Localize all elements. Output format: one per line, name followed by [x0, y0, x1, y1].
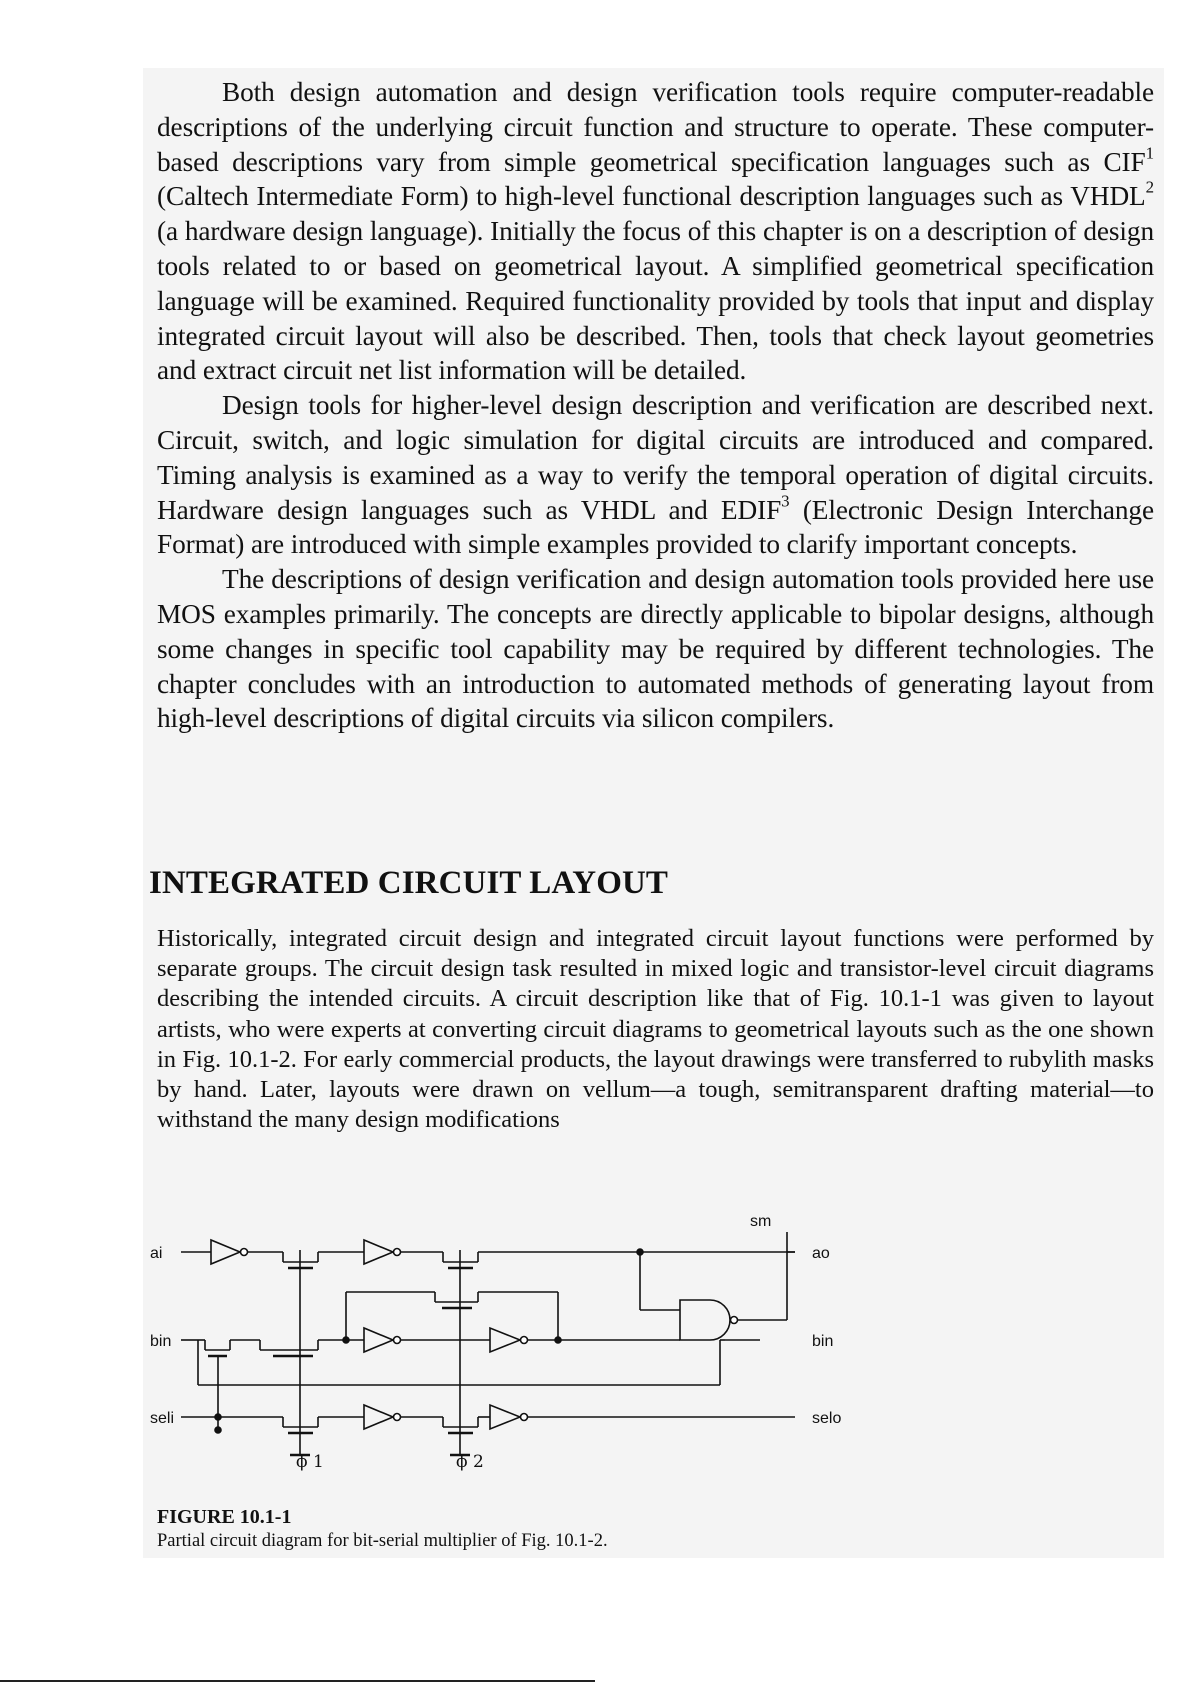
inverter-6	[490, 1405, 520, 1429]
signal-ai: ai	[150, 1245, 163, 1262]
section-paragraph: Historically, integrated circuit design and integrated circuit layout functions were performed by separate groups. The circuit design task resulted in mixed logic and transistor-level circuit diagrams describing the intended circuits. A circuit description like that of Fig. 10.1-1 was given to layout artists, who were experts at converting circuit diagrams to geometrical layouts such as the one shown in Fig. 10.1-2. For early commercial products, the layout drawings were transferred to rubylith masks by hand. Later, layouts were drawn on vellum—a tough, semitransparent drafting material—to withstand the many design modifications	[157, 925, 1154, 1134]
signal-sm: sm	[750, 1213, 772, 1230]
footnote-ref-1[interactable]: 1	[1145, 142, 1154, 162]
inverter-1	[211, 1240, 240, 1264]
figure-caption: Partial circuit diagram for bit-serial multiplier of Fig. 10.1-2.	[157, 1531, 608, 1551]
signal-ao: ao	[812, 1245, 830, 1262]
inverter-4	[490, 1328, 520, 1352]
paragraph-3: The descriptions of design verification and design automation tools provided here use MOS examples primarily. The concepts are directly applicable to bipolar designs, although some changes in specific tool capability may be required by different technologies. The chapter concludes with an introduction to automated methods of generating layout from high-level descriptions of digital circuits via silicon compilers.	[157, 564, 1154, 734]
signal-phi1: ϕ 1	[296, 1452, 324, 1472]
section-body	[157, 924, 1154, 1135]
inverter-3	[364, 1328, 393, 1352]
intro-text	[157, 75, 1154, 736]
signal-bin-in: bin	[150, 1333, 172, 1350]
signal-selo: selo	[812, 1410, 842, 1427]
figure-label: FIGURE 10.1-1	[157, 1506, 292, 1528]
nand-gate	[680, 1300, 730, 1340]
bottom-rule	[0, 1680, 595, 1682]
circuit-diagram	[150, 1210, 850, 1495]
signal-phi2: ϕ 2	[456, 1452, 484, 1472]
inverter-5	[364, 1405, 393, 1429]
footnote-ref-2[interactable]: 2	[1145, 177, 1154, 197]
signal-bin-out: bin	[812, 1333, 834, 1350]
paragraph-1: Both design automation and design verification tools require computer-readable descriptions of the underlying circuit function and structure to operate. These computer-based descriptions vary from simple geometrical specification languages such as CIF$^1$ (Caltech Intermediate Form) to high-level functional description languages such as VHDL$^2$ (a hardware design language). Initially the focus of this chapter is on a description of design tools related to or based on geometrical layout. A simplified geometrical specification language will be examined. Required functionality provided by tools that input and display integrated circuit layout will also be described. Then, tools that check layout geometries and extract circuit net list information will be detailed.	[157, 77, 1154, 386]
footnote-ref-3[interactable]: 3	[781, 490, 790, 510]
paragraph-2: Design tools for higher-level design description and verification are described next. Circuit, switch, and logic simulation for digital circuits are introduced and compared. Timing analysis is examined as a way to verify the temporal operation of digital circuits. Hardware design languages such as VHDL and EDIF$^3$ (Electronic Design Interchange Format) are introduced with simple examples provided to clarify important concepts.	[157, 390, 1154, 560]
signal-seli: seli	[150, 1410, 175, 1427]
inverter-2	[364, 1240, 393, 1264]
section-heading: INTEGRATED CIRCUIT LAYOUT	[149, 865, 669, 901]
